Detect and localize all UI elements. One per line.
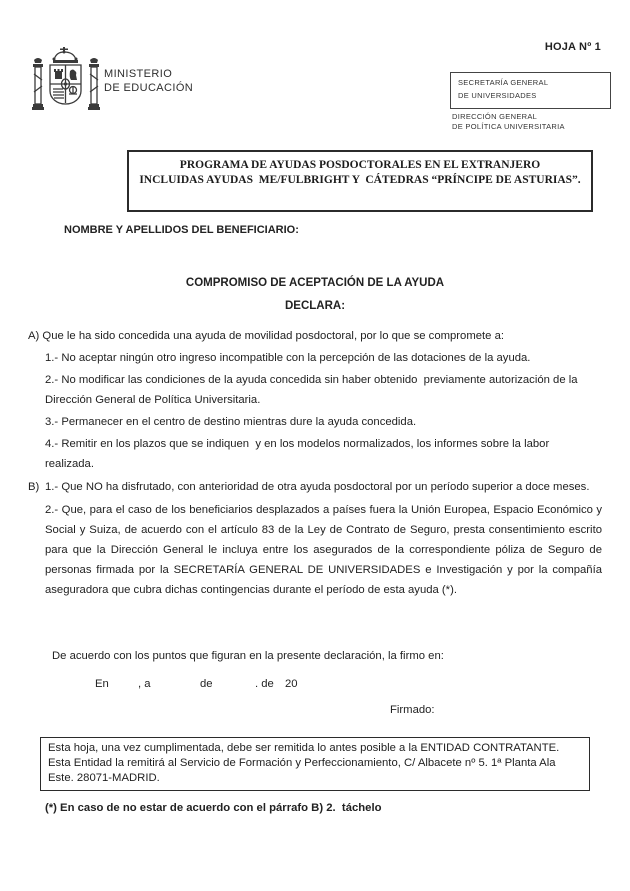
section-a-intro: A) Que le ha sido concedida una ayuda de movilidad posdoctoral, por lo que se compromete a: xyxy=(28,330,505,342)
section-a-item-3: 3.- Permanecer en el centro de destino mientras dure la ayuda concedida. xyxy=(45,416,417,428)
ministry-name xyxy=(104,68,193,95)
secretaria-general-box xyxy=(450,72,611,109)
declaration-body xyxy=(28,326,605,600)
date-fill-line xyxy=(0,678,630,692)
commitment-heading: COMPROMISO DE ACEPTACIÓN DE LA AYUDA xyxy=(185,277,445,289)
date-token-20: 20 xyxy=(285,678,298,690)
ministry-line2: DE EDUCACIÓN xyxy=(104,81,194,94)
secretaria-line1: SECRETARÍA GENERAL xyxy=(458,78,549,87)
declares-heading: DECLARA: xyxy=(284,300,346,312)
beneficiary-name-label: NOMBRE Y APELLIDOS DEL BENEFICIARIO: xyxy=(64,224,299,236)
signed-label: Firmado: xyxy=(390,704,435,716)
section-a-item-2: 2.- No modificar las condiciones de la ayuda concedida sin haber obtenido previamente autorización de la Dirección General de Política Universitaria. xyxy=(45,374,581,406)
spain-coat-of-arms-icon xyxy=(30,46,102,116)
direccion-line1: DIRECCIÓN GENERAL xyxy=(452,112,538,121)
section-b-item-1: 1.- Que NO ha disfrutado, con anterioridad de otra ayuda posdoctoral por un período superior a doce meses. xyxy=(45,481,590,493)
section-a-item-4: 4.- Remitir en los plazos que se indiquen y en los modelos normalizados, los informes sobre la labor realizada. xyxy=(45,438,553,470)
section-b-item-2: 2.- Que, para el caso de los beneficiarios desplazados a países fuera la Unión Europea, Espacio Económico y Social y Suiza, de acuerdo con el artículo 83 de la Ley de Contrato de Seguro, presta consentimiento escrito para que la Dirección General le incluya entre los asegurados de la correspondiente póliza de Seguro de personas firmada por la SECRETARÍA GENERAL DE UNIVERSIDADES e Investigación y por la compañía aseguradora que cubra dichas contingencias durante el período de esta ayuda (*). xyxy=(45,504,602,596)
direccion-line2: DE POLÍTICA UNIVERSITARIA xyxy=(452,121,565,131)
program-title-line2: INCLUIDAS AYUDAS ME/FULBRIGHT Y CÁTEDRAS “PRÍNCIPE DE ASTURIAS”. xyxy=(139,173,581,186)
program-title-box xyxy=(127,150,593,212)
direccion-general-label xyxy=(452,112,565,131)
sheet-number: HOJA Nº 1 xyxy=(544,41,601,53)
submission-instruction-1: Esta hoja, una vez cumplimentada, debe ser remitida lo antes posible a la ENTIDAD CONTRATANTE. xyxy=(48,742,560,754)
date-token-a: , a xyxy=(138,678,151,690)
program-title-line1: PROGRAMA DE AYUDAS POSDOCTORALES EN EL EXTRANJERO xyxy=(179,159,541,171)
section-a-item-1: 1.- No aceptar ningún otro ingreso incompatible con la percepción de las dotaciones de la ayuda. xyxy=(45,352,531,364)
submission-instructions-box xyxy=(40,737,590,791)
submission-instruction-2: Esta Entidad la remitirá al Servicio de Formación y Perfeccionamiento, C/ Albacete nº 5. 1ª Planta Ala Este. 28071-MADRID. xyxy=(48,757,556,784)
ministry-line1: MINISTERIO xyxy=(104,68,173,80)
date-token-de: de xyxy=(200,678,213,690)
agreement-line: De acuerdo con los puntos que figuran en la presente declaración, la firmo en: xyxy=(52,650,444,662)
date-token-de-year: . de xyxy=(255,678,274,690)
asterisk-footnote: (*) En caso de no estar de acuerdo con el párrafo B) 2. táchelo xyxy=(45,802,382,814)
date-token-en: En xyxy=(95,678,109,690)
section-b xyxy=(28,477,605,600)
secretaria-line2: DE UNIVERSIDADES xyxy=(458,91,537,100)
section-b-marker: B) xyxy=(28,481,40,493)
